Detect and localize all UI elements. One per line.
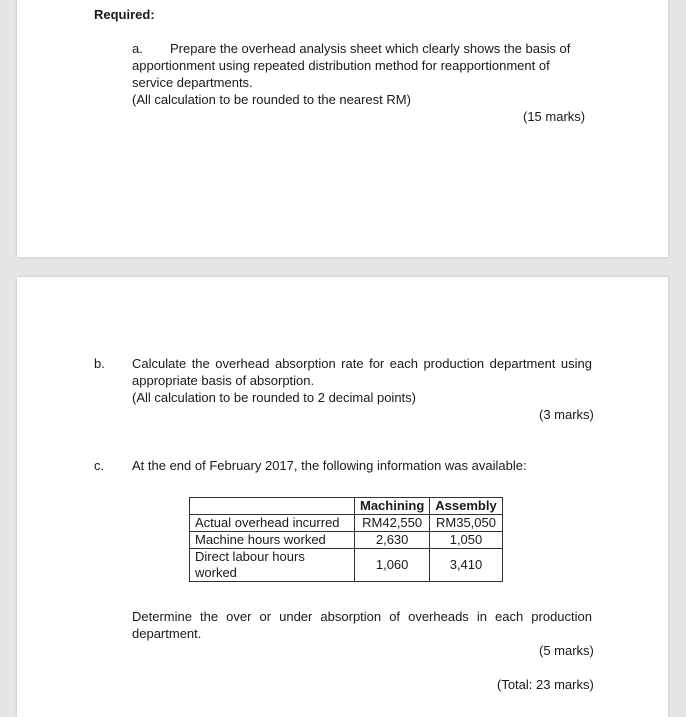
part-c-intro: At the end of February 2017, the following information was available: [132,458,527,473]
table-row [190,549,503,582]
part-a-marks: (15 marks) [523,109,586,124]
document-page-1 [17,0,668,257]
table-cell: 1,060 [355,549,430,582]
table-cell: Machine hours worked [190,532,355,549]
part-b-line-2: appropriate basis of absorption. [132,373,315,388]
part-a-line-3: service departments. [132,75,253,90]
part-c-question-line-2: department. [132,626,202,641]
table-cell: Direct labour hours worked [190,549,355,582]
part-b-note: (All calculation to be rounded to 2 decimal points) [132,390,416,405]
required-heading: Required: [94,7,155,22]
part-b-marks: (3 marks) [539,407,594,422]
table-cell: RM42,550 [355,515,430,532]
table-header-row [190,498,503,515]
table-row [190,532,503,549]
part-c-question-line-1: Determine the over or under absorption of overheads in each production [132,609,592,624]
part-b-label: b. [94,356,105,371]
part-c-label: c. [94,458,105,473]
table-row [190,515,503,532]
table-header-cell [190,498,355,515]
part-a-line-2: apportionment using repeated distribution method for reapportionment of [132,58,550,73]
table-header-cell: Machining [355,498,430,515]
table-cell: 3,410 [430,549,502,582]
part-b-line-1: Calculate the overhead absorption rate for each production department using [132,356,592,371]
table-cell: RM35,050 [430,515,502,532]
part-c-marks: (5 marks) [539,643,594,658]
table-header-cell: Assembly [430,498,502,515]
overhead-data-table [189,497,503,582]
table-cell: 1,050 [430,532,502,549]
part-a-label: a. [132,41,143,56]
part-a-line-1: Prepare the overhead analysis sheet which clearly shows the basis of [170,41,571,56]
part-a-note: (All calculation to be rounded to the nearest RM) [132,92,411,107]
total-marks: (Total: 23 marks) [497,677,594,692]
table-cell: Actual overhead incurred [190,515,355,532]
table-cell: 2,630 [355,532,430,549]
